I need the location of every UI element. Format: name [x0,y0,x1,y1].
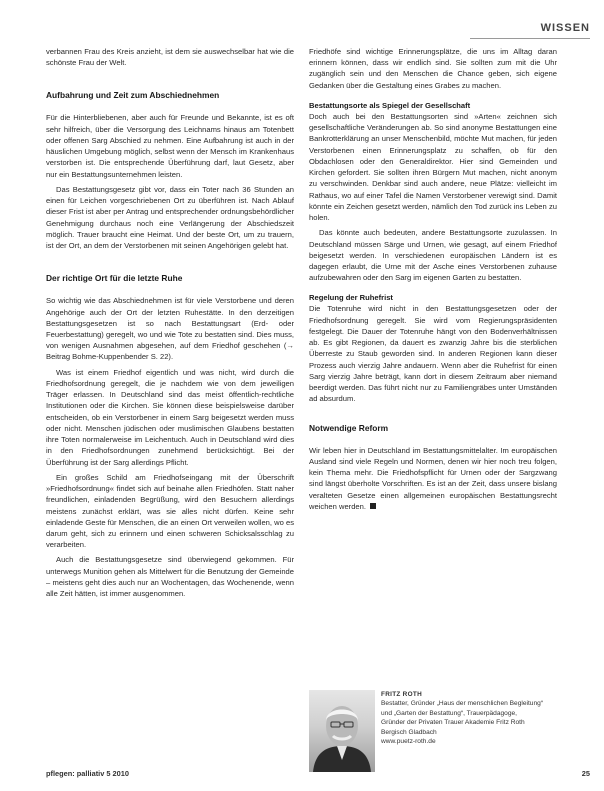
paragraph: Was ist einem Friedhof eigentlich und was nicht, wird durch die Friedhofsordnung geregelt, die je nachdem wie von dem jeweiligen Träger erlassen. In Deutschland sind das meist öffentlich-rechtliche Institutionen oder die Kirchen. Sie können diese beispielsweise darüber entscheiden, ob ein Verstorbener in einem Sarg beigesetzt werden muss oder nicht. Menschen jüdischen oder muslimischen Glaubens bestatten ihre Toten normalerweise im Leichentuch. Auch in Deutschland wird dies in den Friedhofsordnungen zunehmend berücksichtigt. Bei der Überführung ist der Sarg allerdings Pflicht. [46,367,294,467]
paragraph: Das könnte auch bedeuten, andere Bestattungsorte zuzulassen. In Deutschland müssen Särge und Urnen, wie gesagt, auf einem Friedhof beigesetzt werden. In verschiedenen europäischen Ländern ist es dagegen erlaubt, die Urne mit der Asche eines Verstorbenen zuhause aufzubewahren oder den Sarg im eigenen Garten zu bestatten. [309,228,557,283]
paragraph: Für die Hinterbliebenen, aber auch für Freunde und Bekannte, ist es oft sehr hilfreich, über die Versorgung des Leichnams hinaus am Totenbett oder offenen Sarg Abschied zu nehmen. Eine Aufbahrung ist auch in der häuslichen Umgebung möglich, selbst wenn der Mensch im Krankenhaus verstorben ist. Die entsprechende Überführung darf, laut Gesetz, aber nur ein Bestattungsunternehmen leisten. [46,113,294,179]
subheading-ruhefrist: Regelung der Ruhefrist [309,293,393,303]
paragraph: Ein großes Schild am Friedhofseingang mit der Überschrift »Friedhofsordnung« findet sich auf beinahe allen Friedhöfen. Statt naher freundlichen, einladenden Begrüßung, wird den Besuchern allerdings meistens zunächst erklärt, was sie alles nicht dürfen. Keine sehr einladende Geste für Menschen, die an einen Ort verweilen wollen, wo es darum geht, sich zu erinnern und einen schweren Schicksalsschlag zu verarbeiten. [46,472,294,550]
author-bio-line: Bestatter, Gründer „Haus der menschlichen Begleitung“ [381,700,543,708]
author-name: FRITZ ROTH [381,691,422,698]
author-photo [309,690,375,772]
paragraph-closing-text: Wir leben hier in Deutschland im Bestattungsmittelalter. Im europäischen Ausland sind viele Regeln und Normen, denen wir hier noch treu folgen, kein Thema mehr. Die Friedhofspflicht für Urnen oder der Sargzwang sind längst überholte Vorschriften. Es ist an der Zeit, dass unsere bislang veralteten Gesetze einen allgemeinen europäischen Bestattungsrecht weichen werden. [309,445,557,511]
page-number: 25 [581,769,590,778]
paragraph: Die Totenruhe wird nicht in den Bestattungsgesetzen oder der Friedhofsordnung geregelt. Sie wird vom Regierungspräsidenten festgelegt. Die Dauer der Totenruhe hängt von den Bodenverhältnissen ab. Es gibt Regionen, da dauert es zwanzig Jahre bis die sterblichen Überreste zu Staub geworden sind. In anderen Regionen kann dieser Prozess auch vierzig Jahre andauern. Wenn aber die Ruhefrist für einen Sarg vierzig Jahre beträgt, kann dort in diesem Zeitraum aber niemand beerdigt werden. Das führt nicht nur zu Familiengräbes unter Umständen ad absurdum. [309,304,557,404]
end-of-article-mark [370,503,376,509]
author-bio-line: und „Garten der Bestattung“, Trauerpädagoge, [381,709,517,717]
heading-reform: Notwendige Reform [309,422,389,433]
author-bio-line: Bergisch Gladbach [381,728,437,736]
author-bio [381,690,559,747]
section-label: WISSEN [540,22,590,34]
author-box [309,690,559,774]
left-column [46,46,294,603]
author-bio-line: Gründer der Privaten Trauer Akademie Fritz Roth [381,719,525,727]
heading-aufbahrung: Aufbahrung und Zeit zum Abschiednehmen [46,90,220,101]
paragraph-closing [309,445,557,512]
subheading-spiegel: Bestattungsorte als Spiegel der Gesellschaft [309,100,471,110]
right-intro-paragraph: Friedhöfe sind wichtige Erinnerungsplätze, die uns im Alltag daran erinnern können, dass wir endlich sind. Sie sollten zum mit die Uhr zugänglich sein und den Menschen die Chance geben, sich eigene Gedanken über die Gestaltung eines Grabes zu machen. [309,47,557,90]
paragraph: Auch die Bestattungsgesetze sind überwiegend gekommen. Für unterwegs Munition gehen als Mittelwert für die Benutzung der Gemeinde – meistens geht dies auch nur an Wochentagen, das Wochenende, wenn alle Zeit hätten, ist immer ausgenommen. [46,555,294,599]
author-website: www.puetz-roth.de [381,738,436,746]
author-portrait-image [309,690,375,772]
right-column [309,46,557,516]
heading-letzte-ruhe: Der richtige Ort für die letzte Ruhe [46,273,183,284]
paragraph: So wichtig wie das Abschiednehmen ist für viele Verstorbene und deren Angehörige auch der Ort der letzten Ruhestätte. In den derzeitigen Bestattungsgesetzen ist so nach Bestattungsart (Erd- oder Feuerbestattung) geregelt, wo und wie Tote zu bestatten sind. Dies muss, von wenigen Ausnahmen abgesehen, auf dem Friedhof geschehen (→ Beitrag Bohme-Kuppenbender S. 22). [46,296,294,362]
section-divider [470,38,590,39]
paragraph: Doch auch bei den Bestattungsorten sind »Arten« zeichnen sich gesellschaftliche Veränderungen ab. So sind anonyme Bestattungen eine Bankrotterklärung an unser Menschenbild, möchte Mut machen, für jeden Verstorbenen einen Erinnerungsplatz zu schaffen, ob für den Obdachlosen oder den Generaldirektor. Hier sind Gemeinden und Kirchen gefordert. Sie sollten ihren Bürgern Mut machen, nicht anonym zu verschwinden. Denkbar sind auch andere, neue Plätze: vielleicht im Rathaus, wo auf einer Tafel die Namen Verstorbener verewigt sind. Damit könnte ein Zeichen gesetzt werden, nämlich den Tod zurück ins Leben zu holen. [309,111,557,223]
magazine-name: pflegen: palliativ 5 2010 [46,769,129,778]
paragraph: Das Bestattungsgesetz gibt vor, dass ein Toter nach 36 Stunden an einen für Leichen vorgeschriebenen Ort zu überführen ist. Nach Ablauf dieser Frist ist aber per Antrag und entsprechender ordnungsbehördlicher Genehmigung durchaus noch eine Verlängerung der Abschiedszeit möglich. Trauer braucht eine Heimat. Und der beste Ort, um zu trauern, ist der Ort, an dem der Verstorbenen mit seinen Angehörigen gelebt hat. [46,184,294,251]
left-intro-paragraph: verbannen Frau des Kreis anzieht, ist dem sie auswechselbar hat wie die schönste Frau der Welt. [46,47,294,68]
